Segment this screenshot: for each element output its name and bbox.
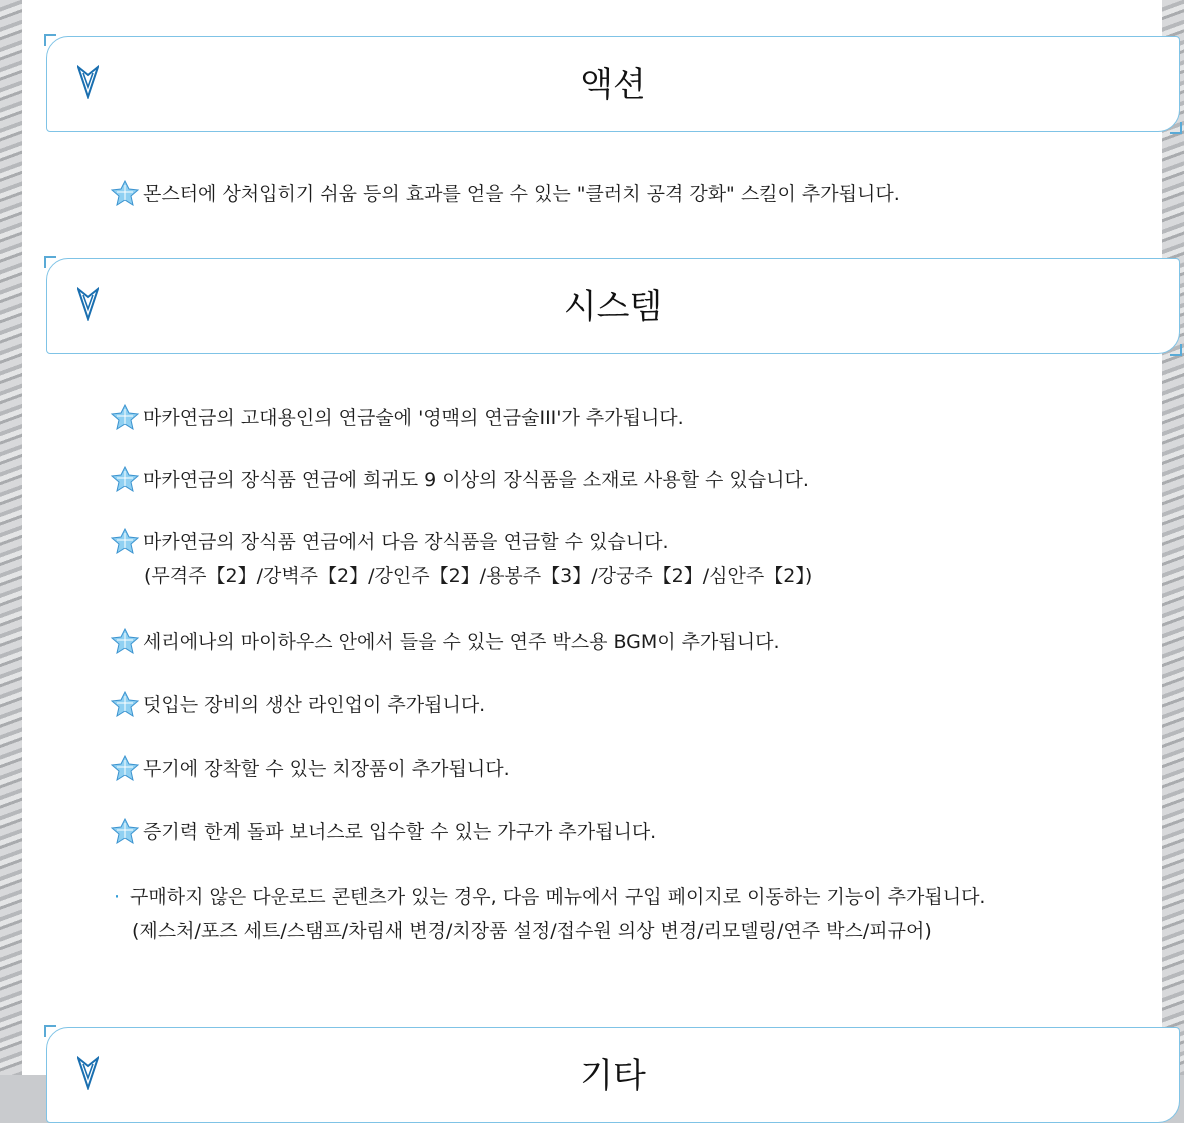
crystal-icon [110,818,140,844]
patch-notes-panel [22,0,1162,1096]
section-header-other [46,1027,1180,1123]
header-corner [1170,344,1182,356]
section-header-action [46,36,1180,132]
list-item-text: 세리에나의 마이하우스 안에서 들을 수 있는 연주 박스용 BGM이 추가됩니다. [143,631,780,653]
list-item [110,625,1140,659]
list-item-text: 무기에 장착할 수 있는 치장품이 추가됩니다. [143,758,510,780]
section-header-system [46,258,1180,354]
background-rock-right [1162,0,1184,1075]
list-item [110,177,1140,211]
crystal-icon [110,628,140,654]
list-item [110,815,1140,849]
list-item-text: 마카연금의 고대용인의 연금술에 '영맥의 연금술III'가 추가됩니다. [143,407,684,429]
header-corner [1170,122,1182,134]
list-item-text: 덧입는 장비의 생산 라인업이 추가됩니다. [143,694,486,716]
list-item [110,752,1140,786]
crystal-icon [110,466,140,492]
header-corner [44,256,56,268]
list-item [114,880,1124,948]
list-item [110,401,1140,435]
list-item-text: 몬스터에 상처입히기 쉬움 등의 효과를 얻을 수 있는 "클러치 공격 강화" 스킬이 추가됩니다. [143,183,900,205]
list-item-subtext: (무격주【2】/강벽주【2】/강인주【2】/용봉주【3】/강궁주【2】/심안주【2】) [144,565,813,587]
list-item-text: 마카연금의 장식품 연금에 희귀도 9 이상의 장식품을 소재로 사용할 수 있습니다. [143,469,809,491]
header-corner [44,34,56,46]
list-item-subtext: (제스처/포즈 세트/스탬프/차림새 변경/치장품 설정/접수원 의상 변경/리모델링/연주 박스/피규어) [132,920,932,942]
crystal-icon [110,528,140,554]
section-title: 기타 [580,1056,646,1096]
section-title: 시스템 [563,287,663,327]
list-item-text: 마카연금의 장식품 연금에서 다음 장식품을 연금할 수 있습니다. [143,531,669,553]
list-item [110,688,1140,722]
crystal-icon [110,755,140,781]
background-rock-left [0,0,22,1075]
list-item-text: 구매하지 않은 다운로드 콘텐츠가 있는 경우, 다음 메뉴에서 구입 페이지로 이동하는 기능이 추가됩니다. [130,886,986,908]
header-corner [44,1025,56,1037]
section-title: 액션 [580,65,646,105]
list-item [110,525,1140,593]
crystal-icon [110,691,140,717]
list-item [110,463,1140,497]
bullet-dot-icon: · [114,886,121,908]
crystal-icon [110,404,140,430]
crystal-icon [110,180,140,206]
list-item-text: 증기력 한계 돌파 보너스로 입수할 수 있는 가구가 추가됩니다. [143,821,657,843]
